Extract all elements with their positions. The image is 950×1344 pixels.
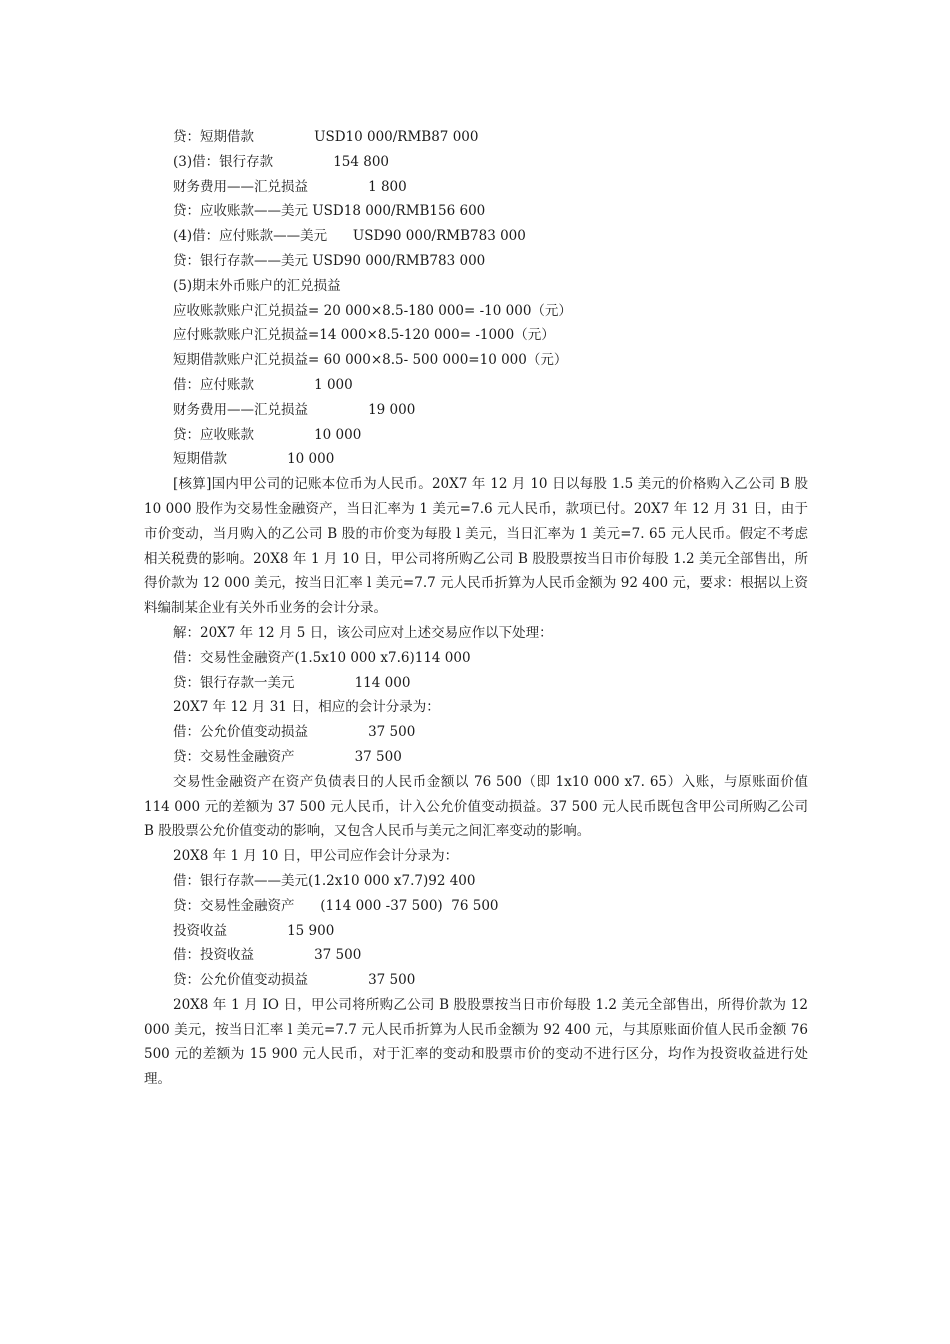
- entry-line: 借：银行存款——美元(1.2x10 000 x7.7)92 400: [173, 872, 476, 889]
- entry-line: 借：投资收益 37 500: [173, 947, 362, 964]
- entry-line: 贷：短期借款 USD10 000/RMB87 000: [173, 129, 479, 145]
- entry-line: 贷：银行存款——美元 USD90 000/RMB783 000: [173, 252, 486, 269]
- entry-line: 财务费用——汇兑损益 1 800: [173, 178, 407, 195]
- calc-line: 短期借款账户汇兑损益= 60 000×8.5- 500 000=10 000（元）: [173, 352, 568, 369]
- entry-line: 贷：交易性金融资产 (114 000 -37 500) 76 500: [173, 897, 499, 914]
- calc-line: 应付账款账户汇兑损益=14 000×8.5-120 000= -1000（元）: [173, 327, 555, 344]
- calc-line: 应收账款账户汇兑损益= 20 000×8.5-180 000= -10 000（元）: [173, 302, 572, 319]
- entry-line: (3)借：银行存款 154 800: [173, 153, 390, 170]
- entry-line: 贷：应收账款 10 000: [173, 426, 362, 443]
- entry-line: 借：公允价值变动损益 37 500: [173, 724, 416, 741]
- problem-paragraph: [核算]国内甲公司的记账本位币为人民币。20X7 年 12 月 10 日以每股 1.5 美元的价格购入乙公司 B 股 10 000 股作为交易性金融资产，当日汇率为 1 美元=7.6 元人民币，款项已付。20X7 年 12 月 31 日，由于市价变动，当月购入的乙公司 B 股的市价变为每股 l 美元，当日汇率为 1 美元=7. 65 元人民币。假定不考虑相关税费的影响。20X8 年 1 月 10 日，甲公司将所购乙公司 B 股股票按当日市价每股 1.2 美元全部售出，所得价款为 12 000 美元，按当日汇率 l 美元=7.7 元人民币折算为人民币金额为 92 400 元，要求：根据以上资料编制某企业有关外币业务的会计分录。: [144, 476, 808, 617]
- entry-line: 贷：应收账款——美元 USD18 000/RMB156 600: [173, 203, 486, 220]
- entry-line: 借：交易性金融资产(1.5x10 000 x7.6)114 000: [173, 649, 471, 666]
- entry-line: (4)借：应付账款——美元 USD90 000/RMB783 000: [173, 228, 526, 245]
- solution-line: 20X7 年 12 月 31 日，相应的会计分录为：: [173, 699, 440, 716]
- explanation-paragraph: 交易性金融资产在资产负债表日的人民币金额以 76 500（即 1x10 000 x7. 65）入账，与原账面价值 114 000 元的差额为 37 500 元人民币，计入公允价值变动损益。37 500 元人民币既包含甲公司所购乙公司 B 股股票公允价值变动的影响，又包含人民币与美元之间汇率变动的影响。: [144, 773, 808, 840]
- entry-line: 贷：交易性金融资产 37 500: [173, 748, 402, 765]
- solution-line: 20X8 年 1 月 10 日，甲公司应作会计分录为：: [173, 848, 459, 865]
- section-heading: (5)期末外币账户的汇兑损益: [173, 277, 341, 294]
- entry-line: 财务费用——汇兑损益 19 000: [173, 401, 416, 418]
- entry-line: 借：应付账款 1 000: [173, 376, 353, 393]
- explanation-paragraph: 20X8 年 1 月 IO 日，甲公司将所购乙公司 B 股股票按当日市价每股 1.2 美元全部售出，所得价款为 12 000 美元，按当日汇率 l 美元=7.7 元人民币折算为人民币金额为 92 400 元，与其原账面价值人民币金额 76 500 元的差额为 15 900 元人民币，对于汇率的变动和股票市价的变动不进行区分，均作为投资收益进行处理。: [144, 996, 808, 1088]
- entry-line: 短期借款 10 000: [173, 451, 335, 468]
- document-body: [144, 125, 808, 1092]
- entry-line: 投资收益 15 900: [173, 922, 335, 939]
- entry-line: 贷：公允价值变动损益 37 500: [173, 972, 416, 989]
- solution-line: 解：20X7 年 12 月 5 日，该公司应对上述交易应作以下处理：: [173, 624, 553, 641]
- entry-line: 贷：银行存款一美元 114 000: [173, 674, 411, 691]
